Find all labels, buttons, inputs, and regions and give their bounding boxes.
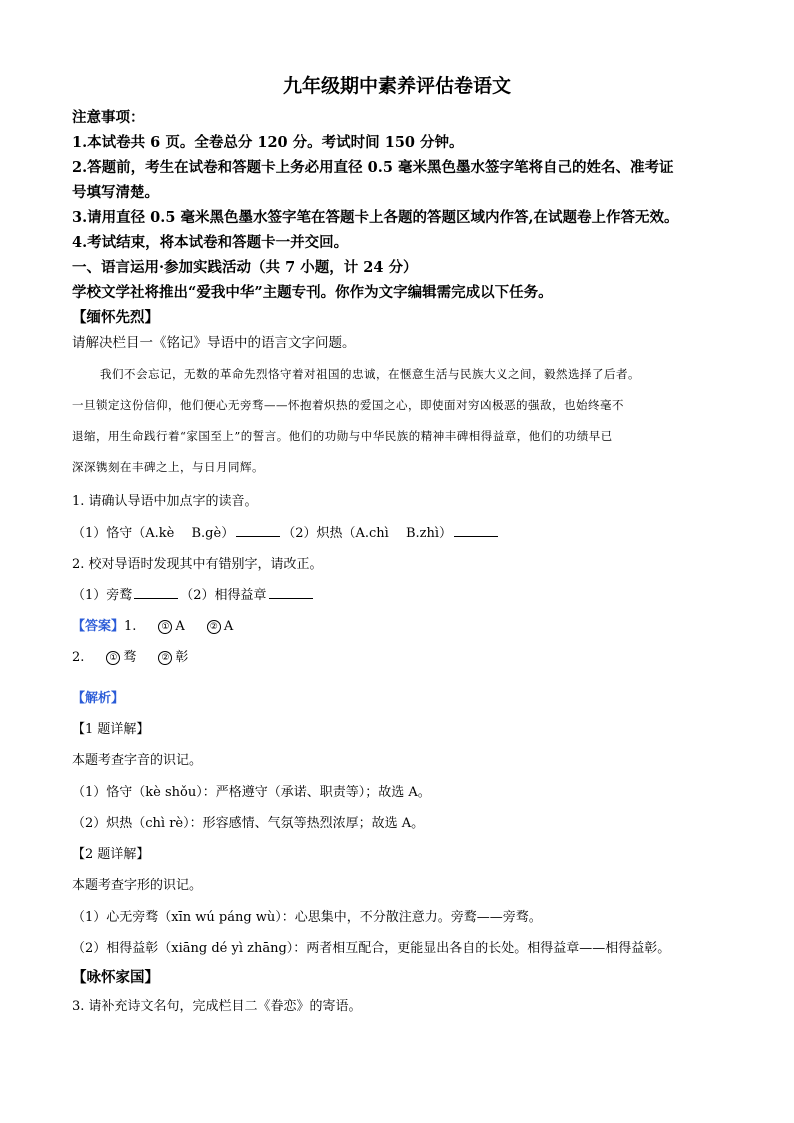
detail-intro: 本题考查字形的识记。: [72, 878, 203, 893]
circled-two-icon: ②: [207, 620, 221, 634]
circled-one-icon: ①: [106, 651, 120, 665]
answer-number: 2.: [72, 650, 85, 665]
question-1-parts: [72, 522, 500, 541]
note-item: 1.本试卷共 6 页。全卷总分 120 分。考试时间 150 分钟。: [72, 134, 464, 151]
answer-value: A: [175, 619, 185, 634]
answer-value: A: [223, 619, 234, 634]
answer-value: 骛: [123, 650, 137, 665]
detail-line: （1）心无旁骛（xīn wú páng wù）：心思集中，不分散注意力。旁鹜——旁骛。: [72, 910, 542, 925]
q1-part-2: （2）炽热（A.chì B.zhì）: [282, 526, 453, 541]
question-3-stem: 3. 请补充诗文名句，完成栏目二《眷恋》的寄语。: [72, 999, 362, 1014]
detail-heading: 【1 题详解】: [72, 722, 150, 737]
page-title: 九年级期中素养评估卷语文: [282, 75, 511, 97]
part-heading: 【咏怀家国】: [72, 969, 159, 986]
question-2-parts: [72, 584, 315, 603]
answer-label: 【答案】: [72, 619, 125, 634]
detail-intro: 本题考查字音的识记。: [72, 753, 203, 768]
q1-part-1: （1）恪守（A.kè B.gè）: [72, 526, 235, 541]
detail-line: （1）恪守（kè shǒu）：严格遵守（承诺、职责等）；故选 A。: [72, 785, 431, 800]
passage-line: 深深镌刻在丰碑之上，与日月同辉。: [72, 460, 264, 474]
passage-line: 我们不会忘记，无数的革命先烈恪守着对祖国的忠诚，在惬意生活与民族大义之间，毅然选择了后者。: [100, 367, 640, 381]
analysis-label: 【解析】: [72, 691, 125, 706]
detail-line: （2）炽热（chì rè）：形容感情、气氛等热烈浓厚；故选 A。: [72, 816, 425, 831]
detail-heading: 【2 题详解】: [72, 847, 150, 862]
answer-row-2: [72, 646, 188, 665]
part-heading: 【缅怀先烈】: [72, 309, 159, 326]
answer-blank[interactable]: [236, 524, 280, 537]
circled-two-icon: ②: [158, 651, 172, 665]
note-item: 4.考试结束，将本试卷和答题卡一并交回。: [72, 234, 349, 251]
note-item: 号填写清楚。: [72, 184, 159, 201]
question-1-stem: 1. 请确认导语中加点字的读音。: [72, 494, 258, 509]
section-heading: 一、语言运用·参加实践活动（共 7 小题，计 24 分）: [72, 259, 418, 276]
answer-blank[interactable]: [269, 586, 313, 599]
answer-blank[interactable]: [454, 524, 498, 537]
section-intro: 学校文学社将推出“爱我中华”主题专刊。你作为文字编辑需完成以下任务。: [72, 284, 553, 301]
passage-line: 退缩，用生命践行着“家国至上”的誓言。他们的功勋与中华民族的精神丰碑相得益章，他们的功绩早已: [72, 429, 613, 443]
passage-line: 一旦锁定这份信仰，他们便心无旁骛——怀抱着炽热的爱国之心，即使面对穷凶极恶的强敌，也始终毫不: [72, 398, 624, 412]
q2-part-1: （1）旁鹜: [72, 588, 133, 603]
answer-row-1: [72, 615, 233, 634]
answer-blank[interactable]: [134, 586, 178, 599]
detail-line: （2）相得益彰（xiāng dé yì zhāng）：两者相互配合，更能显出各自的长处。相得益章——相得益彰。: [72, 941, 671, 956]
note-item: 3.请用直径 0.5 毫米黑色墨水签字笔在答题卡上各题的答题区域内作答,在试题卷上作答无效。: [72, 209, 679, 226]
question-2-stem: 2. 校对导语时发现其中有错别字，请改正。: [72, 557, 323, 572]
q2-part-2: （2）相得益章: [180, 588, 267, 603]
note-item: 2.答题前，考生在试卷和答题卡上务必用直径 0.5 毫米黑色墨水签字笔将自己的姓名、准考证: [72, 159, 674, 176]
notes-heading: 注意事项：: [72, 109, 145, 126]
answer-value: 彰: [175, 650, 189, 665]
answer-number: 1.: [124, 619, 137, 634]
task-text: 请解决栏目一《铭记》导语中的语言文字问题。: [72, 335, 356, 351]
circled-one-icon: ①: [158, 620, 172, 634]
